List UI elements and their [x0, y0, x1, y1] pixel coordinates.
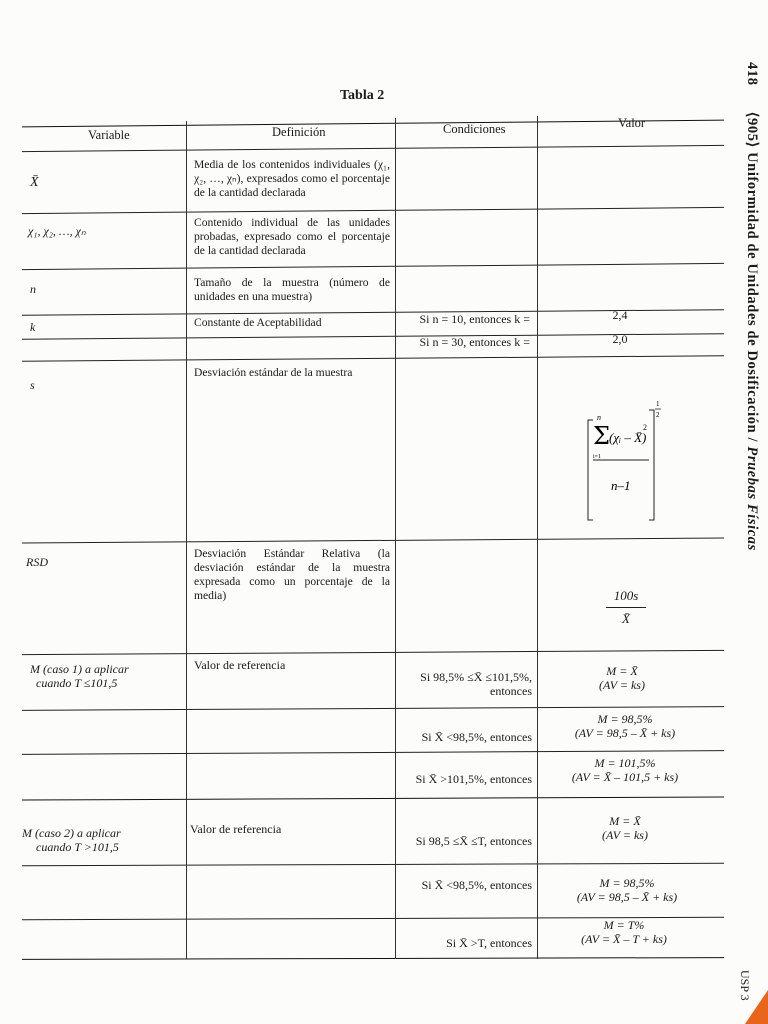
rule-k2	[22, 355, 724, 362]
section-title: Pruebas Físicas	[744, 446, 760, 551]
def-xbar: Media de los contenidos individuales (χ₁, χ₂, …, χₙ), expresados como el porcentaje de la cantidad declarada	[194, 158, 390, 199]
def-rsd: Desviación Estándar Relativa (la desviación estándar de la muestra expresada como un porcentaje de la media)	[194, 547, 390, 602]
var-xi: χ₁, χ₂, …, χₙ	[28, 224, 86, 238]
var-m1-line2: cuando T ≤101,5	[36, 676, 118, 690]
val-m1-1b: (AV = ks)	[599, 678, 645, 692]
rule-s	[22, 538, 724, 544]
right-bracket	[649, 410, 654, 520]
std-dev-formula	[585, 398, 665, 528]
cond-m1-3: Si X̄ >101,5%, entonces	[415, 772, 532, 786]
val-m1-2b: (AV = 98,5 – X̄ + ks)	[574, 726, 676, 740]
var-m2-line2: cuando T >101,5	[36, 840, 119, 854]
val-m1-3b: (AV = X̄ – 101,5 + ks)	[571, 770, 679, 784]
val-k-10: 2,4	[612, 308, 628, 322]
rule-header	[22, 145, 724, 152]
var-m2-line1: M (caso 2) a aplicar	[22, 826, 121, 840]
rsd-fraction-bar	[606, 607, 646, 608]
footer-label: USP 3	[738, 970, 752, 1001]
sum-term: (χᵢ – X̄)	[609, 430, 647, 445]
cond-m1-1: Si 98,5% ≤X̄ ≤101,5%, entonces	[420, 670, 532, 698]
cond-m1-2: Si X̄ <98,5%, entonces	[421, 730, 532, 744]
rule-bottom	[22, 957, 724, 960]
orange-tab	[745, 990, 768, 1024]
header-definicion: Definición	[272, 125, 326, 139]
root-numerator: 1	[656, 400, 660, 408]
cond-k-10: Si n = 10, entonces k =	[419, 312, 530, 326]
cond-k-30: Si n = 30, entonces k =	[419, 335, 530, 349]
chapter-title: ⟨905⟩ Uniformidad de Unidades de Dosificación	[744, 111, 760, 434]
rule-xi	[22, 263, 724, 270]
val-m1-2a: M = 98,5%	[597, 712, 653, 726]
val-m1-1a: M = X̄	[606, 664, 638, 678]
val-m2-3a: M = T%	[603, 918, 645, 932]
val-m1-3a: M = 101,5%	[594, 756, 656, 770]
rsd-formula	[606, 588, 646, 627]
val-m2-2a: M = 98,5%	[599, 876, 655, 890]
val-k-30: 2,0	[612, 332, 628, 346]
table-title: Tabla 2	[340, 88, 385, 103]
sigma-icon: Σ	[593, 422, 610, 450]
val-m2-3	[564, 918, 684, 946]
root-denominator: 2	[656, 411, 660, 419]
rsd-numerator: 100s	[613, 588, 639, 603]
header-variable: Variable	[88, 128, 130, 142]
cond-m2-3: Si X̄ >T, entonces	[446, 936, 532, 950]
rsd-denominator: X̄	[622, 611, 630, 626]
header-separator: /	[744, 437, 760, 443]
cond-m2-2: Si X̄ <98,5%, entonces	[421, 878, 532, 892]
rule-m1a	[22, 706, 724, 711]
sum-lower: i=1	[593, 454, 602, 460]
var-k: k	[30, 320, 36, 334]
term-power: 2	[643, 423, 647, 432]
header-valor: Valor	[618, 116, 646, 130]
def-m2: Valor de referencia	[190, 822, 282, 836]
val-m1-2	[560, 712, 690, 740]
running-header	[743, 62, 760, 551]
val-m2-3b: (AV = X̄ – T + ks)	[581, 932, 667, 946]
val-m1-1	[562, 664, 682, 692]
var-m1	[30, 662, 180, 690]
val-m2-2b: (AV = 98,5 – X̄ + ks)	[576, 890, 678, 904]
rule-m2a	[22, 863, 724, 866]
def-k: Constante de Aceptabilidad	[194, 316, 322, 329]
val-m2-1a: M = X̄	[609, 814, 641, 828]
sum-upper: n	[597, 413, 601, 422]
var-rsd: RSD	[26, 555, 48, 569]
var-xbar: X̄	[30, 175, 39, 190]
val-m2-1	[570, 814, 680, 842]
col-rule-3	[537, 116, 538, 959]
header-condiciones: Condiciones	[443, 122, 506, 136]
var-n: n	[30, 282, 36, 296]
val-m1-3	[560, 756, 690, 784]
val-m2-1b: (AV = ks)	[602, 828, 648, 842]
def-s: Desviación estándar de la muestra	[194, 366, 353, 379]
page-number: 418	[744, 62, 760, 86]
col-rule-2	[395, 118, 396, 959]
def-m1: Valor de referencia	[194, 658, 286, 672]
cond-m2-1: Si 98,5 ≤X̄ ≤T, entonces	[415, 834, 532, 848]
formula-denominator: n–1	[611, 478, 631, 493]
var-m1-line1: M (caso 1) a aplicar	[30, 662, 129, 676]
def-xi: Contenido individual de las unidades probadas, expresado como el porcentaje de la cantidad declarada	[194, 216, 390, 257]
col-rule-1	[186, 121, 187, 959]
rule-m1c	[22, 796, 724, 800]
def-n: Tamaño de la muestra (número de unidades en una muestra)	[194, 276, 390, 303]
val-m2-2	[562, 876, 692, 904]
rule-xbar	[22, 207, 724, 214]
rule-m1b	[22, 750, 724, 755]
var-m2	[22, 826, 182, 854]
var-s: s	[30, 378, 35, 392]
rule-rsd	[22, 650, 724, 655]
